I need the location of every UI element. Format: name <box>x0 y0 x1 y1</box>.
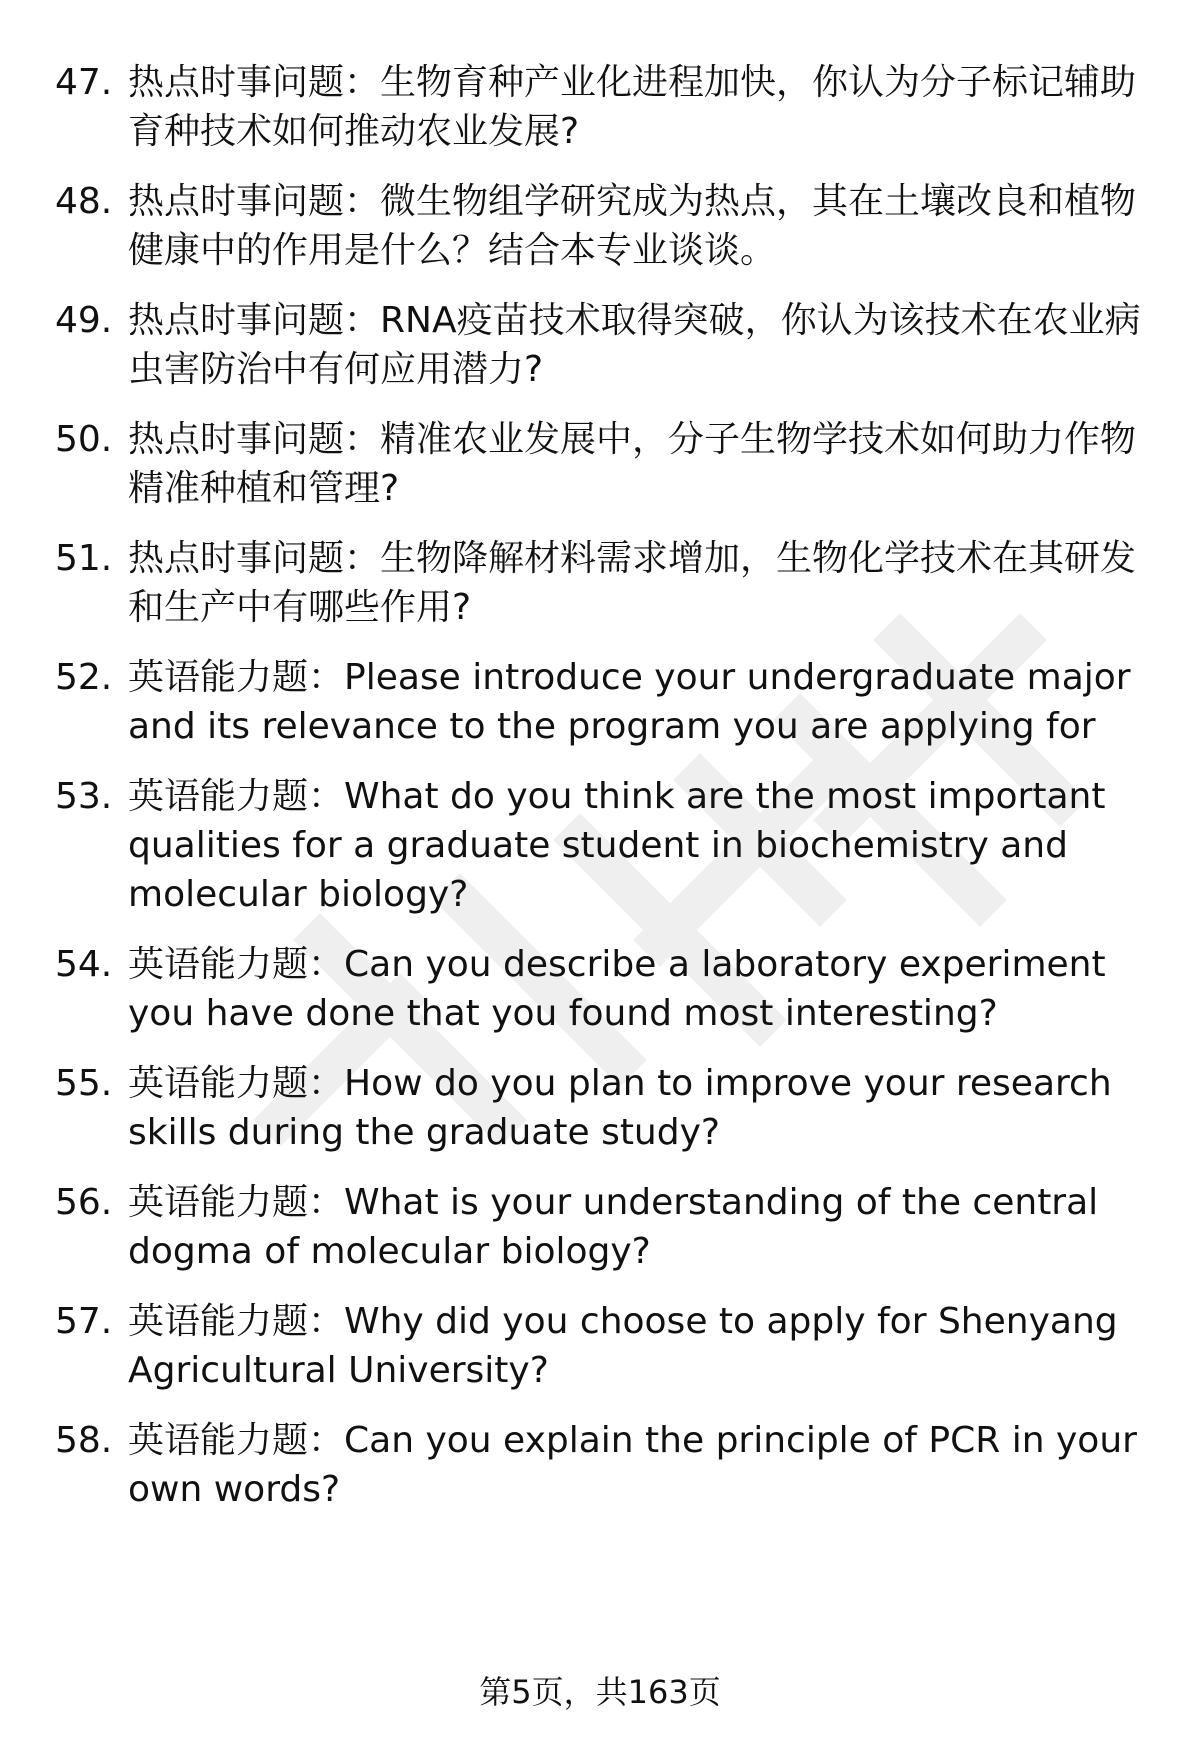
question-number: 52. <box>55 657 113 698</box>
question-text: 热点时事问题：微生物组学研究成为热点，其在土壤改良和植物健康中的作用是什么？结合本专业谈谈。 <box>128 181 1137 271</box>
question-text: 英语能力题：Can you describe a laboratory experiment you have done that you found most interesting? <box>128 944 1106 1034</box>
question-item <box>55 177 1155 275</box>
question-item <box>55 1297 1155 1395</box>
question-number: 56. <box>55 1182 113 1223</box>
question-number: 47. <box>55 62 113 103</box>
question-text: 热点时事问题：RNA疫苗技术取得突破，你认为该技术在农业病虫害防治中有何应用潜力? <box>128 300 1141 390</box>
question-item <box>55 1059 1155 1157</box>
question-number: 58. <box>55 1420 113 1461</box>
question-number: 54. <box>55 944 113 985</box>
question-text: 热点时事问题：生物育种产业化进程加快，你认为分子标记辅助育种技术如何推动农业发展? <box>128 62 1137 152</box>
question-item <box>55 415 1155 513</box>
question-number: 48. <box>55 181 113 222</box>
question-number: 50. <box>55 419 113 460</box>
question-item <box>55 58 1155 156</box>
question-item <box>55 1416 1155 1514</box>
question-text: 英语能力题：How do you plan to improve your research skills during the graduate study? <box>128 1063 1112 1153</box>
page-indicator: 第5页，共163页 <box>479 1673 721 1711</box>
question-item <box>55 940 1155 1038</box>
question-item <box>55 296 1155 394</box>
question-number: 51. <box>55 538 113 579</box>
question-text: 英语能力题：What is your understanding of the central dogma of molecular biology? <box>128 1182 1099 1272</box>
question-text: 英语能力题：Why did you choose to apply for Shenyang Agricultural University? <box>128 1301 1118 1391</box>
question-text: 英语能力题：Can you explain the principle of PCR in your own words? <box>128 1420 1137 1510</box>
question-number: 49. <box>55 300 113 341</box>
question-item <box>55 653 1155 751</box>
question-text: 英语能力题：Please introduce your undergraduate major and its relevance to the program you are applying for <box>128 657 1131 747</box>
question-number: 55. <box>55 1063 113 1104</box>
question-item <box>55 772 1155 919</box>
question-text: 热点时事问题：生物降解材料需求增加，生物化学技术在其研发和生产中有哪些作用? <box>128 538 1137 628</box>
question-item <box>55 1178 1155 1276</box>
question-list <box>55 58 1155 1514</box>
question-text: 英语能力题：What do you think are the most important qualities for a graduate student in biochemistry and molecular biology? <box>128 776 1106 915</box>
question-text: 热点时事问题：精准农业发展中，分子生物学技术如何助力作物精准种植和管理? <box>128 419 1137 509</box>
question-item <box>55 534 1155 632</box>
question-number: 57. <box>55 1301 113 1342</box>
question-number: 53. <box>55 776 113 817</box>
